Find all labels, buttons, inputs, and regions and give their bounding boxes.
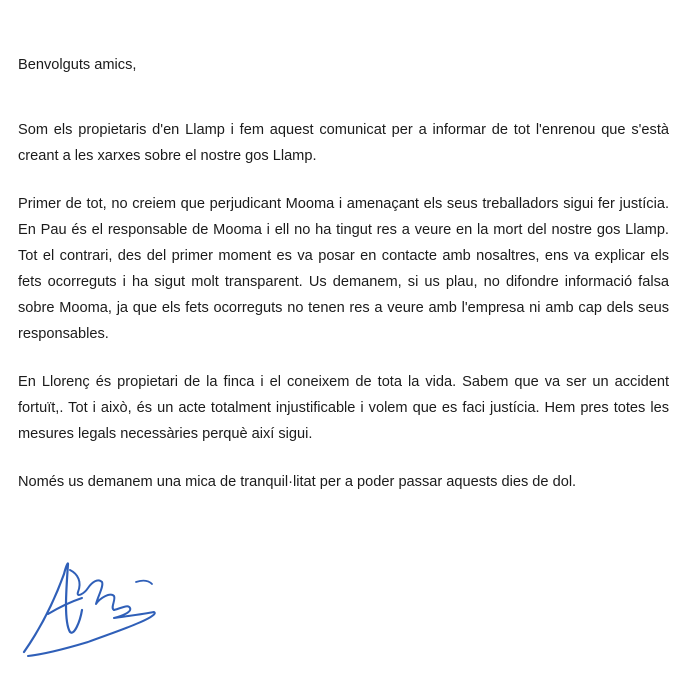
letter-paragraph-1: Som els propietaris d'en Llamp i fem aquest comunicat per a informar de tot l'enrenou que s'està creant a les xarxes sobre el nostre gos Llamp. <box>18 122 669 164</box>
letter-salutation: Benvolguts amics, <box>18 57 137 73</box>
letter-paragraph-2: Primer de tot, no creiem que perjudicant Mooma i amenaçant els seus treballadors sigui fer justícia. En Pau és el responsable de Mooma i ell no ha tingut res a veure en la mort del nostre gos Llamp. Tot el contrari, des del primer moment es va posar en contacte amb nosaltres, ens va explicar els fets ocorreguts i ha sigut molt transparent. Us demanem, si us plau, no difondre informació falsa sobre Mooma, ja que els fets ocorreguts no tenen res a veure amb l'empresa ni amb cap dels seus responsables. <box>18 196 669 342</box>
letter-paragraph-4: Només us demanem una mica de tranquil·litat per a poder passar aquests dies de dol. <box>18 474 577 490</box>
handwritten-signature-icon <box>18 552 168 662</box>
letter-paragraph-3: En Llorenç és propietari de la finca i el coneixem de tota la vida. Sabem que va ser un accident fortuït,. Tot i això, és un acte totalment injustificable i volem que es faci justícia. Hem pres totes les mesures legals necessàries perquè així sigui. <box>18 374 669 442</box>
